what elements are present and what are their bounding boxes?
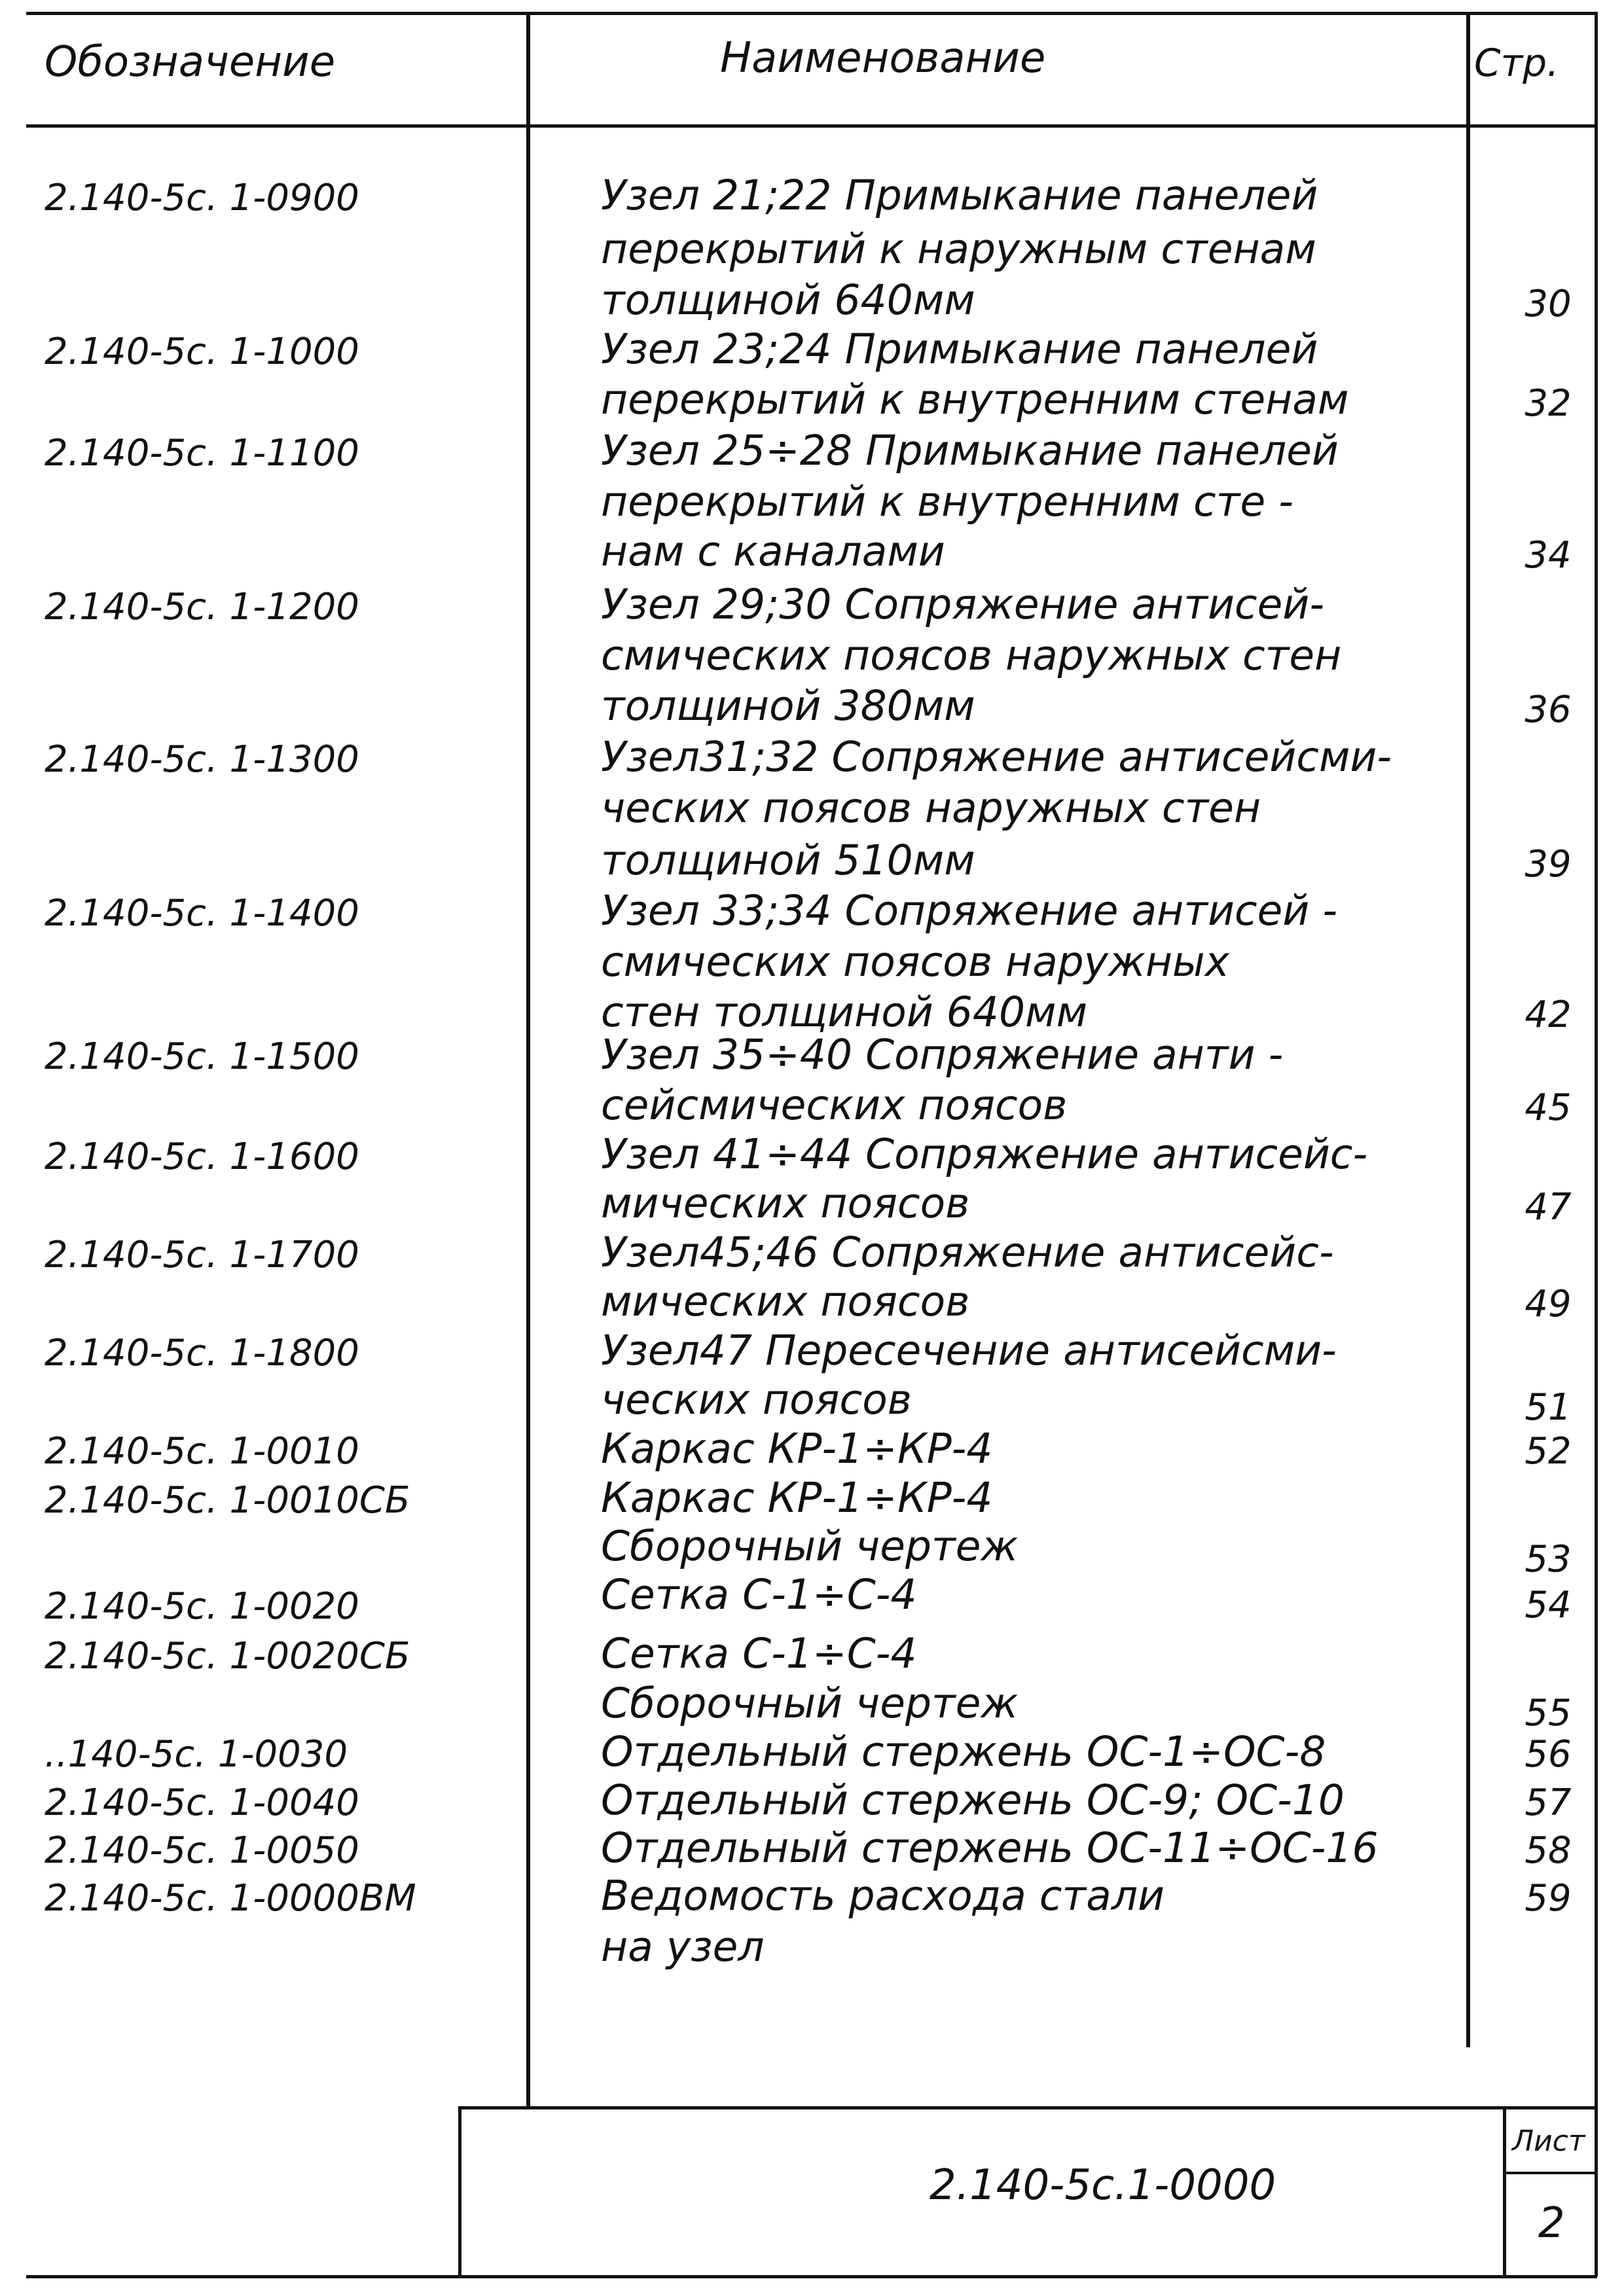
row-page: 36: [1525, 689, 1572, 731]
row-name-line: Узел 21;22 Примыкание панелей: [601, 171, 1318, 219]
row-name-line: смических поясов наружных стен: [601, 632, 1342, 679]
row-name-line: Каркас КР-1÷КР-4: [601, 1474, 993, 1522]
row-name-line: Узел 25÷28 Примыкание панелей: [601, 427, 1339, 475]
row-page: 49: [1525, 1283, 1572, 1325]
row-name-line: мических поясов: [601, 1179, 970, 1227]
row-name-line: Узел45;46 Сопряжение антисейс-: [601, 1229, 1334, 1276]
stamp-document-code: 2.140-5с.1-0000: [929, 2161, 1276, 2210]
row-name-line: Сборочный чертеж: [601, 1522, 1019, 1570]
bottom-border: [26, 2275, 1597, 2278]
row-name-line: Ведомость расхода стали: [601, 1872, 1165, 1920]
row-name-line: толщиной 380мм: [601, 682, 975, 730]
row-code: 2.140-5с. 1-0040: [45, 1782, 359, 1824]
row-page: 42: [1525, 994, 1572, 1036]
row-code: 2.140-5с. 1-0020: [45, 1585, 359, 1628]
row-code: 2.140-5с. 1-0020СБ: [45, 1635, 410, 1677]
row-code: 2.140-5с. 1-0010СБ: [45, 1479, 410, 1522]
row-page: 51: [1525, 1386, 1572, 1429]
row-name-line: Сетка С-1÷С-4: [601, 1630, 917, 1677]
row-code: 2.140-5с. 1-1700: [45, 1234, 359, 1276]
row-name-line: на узел: [601, 1923, 765, 1971]
row-name-line: смических поясов наружных: [601, 938, 1230, 986]
column-divider-name-page: [1466, 12, 1470, 2047]
row-page: 58: [1525, 1829, 1572, 1872]
stamp-sheet-label-divider: [1503, 2172, 1597, 2174]
row-code: 2.140-5с. 1-1600: [45, 1136, 359, 1178]
row-name-line: стен толщиной 640мм: [601, 988, 1088, 1036]
row-page: 34: [1525, 534, 1572, 577]
row-page: 47: [1525, 1186, 1572, 1229]
row-code: 2.140-5с. 1-1200: [45, 586, 359, 628]
row-name-line: перекрытий к наружным стенам: [601, 225, 1316, 273]
row-code: 2.140-5с. 1-0000ВМ: [45, 1877, 416, 1920]
row-name-line: перекрытий к внутренним стенам: [601, 376, 1349, 423]
row-name-line: сейсмических поясов: [601, 1081, 1068, 1129]
row-code: 2.140-5с. 1-0010: [45, 1430, 359, 1473]
header-page: Стр.: [1474, 41, 1559, 85]
row-code: 2.140-5с. 1-0050: [45, 1829, 359, 1872]
row-name-line: Узел 33;34 Сопряжение антисей -: [601, 887, 1338, 935]
row-name-line: Каркас КР-1÷КР-4: [601, 1425, 993, 1473]
row-name-line: Узел 23;24 Примыкание панелей: [601, 325, 1318, 373]
row-code: 2.140-5с. 1-1000: [45, 331, 359, 373]
row-name-line: Отдельный стержень ОС-11÷ОС-16: [601, 1824, 1379, 1872]
row-name-line: толщиной 640мм: [601, 276, 975, 324]
row-page: 57: [1525, 1782, 1572, 1824]
row-name-line: ческих поясов наружных стен: [601, 784, 1261, 832]
row-name-line: Узел47 Пересечение антисейсми-: [601, 1327, 1337, 1374]
row-page: 52: [1525, 1430, 1572, 1473]
row-page: 45: [1525, 1086, 1572, 1129]
stamp-sheet-divider: [1503, 2106, 1506, 2276]
row-name-line: ческих поясов: [601, 1376, 912, 1424]
header-bottom-border: [26, 124, 1597, 128]
row-name-line: нам с каналами: [601, 528, 945, 575]
row-code: ..140-5с. 1-0030: [45, 1733, 348, 1776]
row-name-line: Отдельный стержень ОС-9; ОС-10: [601, 1776, 1344, 1824]
row-page: 32: [1525, 382, 1572, 425]
row-code: 2.140-5с. 1-1500: [45, 1035, 359, 1078]
row-name-line: Сетка С-1÷С-4: [601, 1571, 917, 1619]
row-code: 2.140-5с. 1-0900: [45, 177, 359, 219]
row-page: 53: [1525, 1538, 1572, 1581]
column-divider-code-name: [526, 12, 530, 2106]
row-page: 39: [1525, 843, 1572, 886]
row-name-line: Узел 29;30 Сопряжение антисей-: [601, 581, 1325, 628]
header-designation: Обозначение: [45, 38, 336, 86]
row-code: 2.140-5с. 1-1100: [45, 432, 359, 475]
header-name: Наименование: [720, 34, 1046, 82]
row-code: 2.140-5с. 1-1400: [45, 892, 359, 935]
row-name-line: Узел 41÷44 Сопряжение антисейс-: [601, 1130, 1368, 1178]
row-name-line: толщиной 510мм: [601, 836, 975, 884]
row-name-line: Отдельный стержень ОС-1÷ОС-8: [601, 1728, 1326, 1776]
stamp-left-border: [458, 2106, 461, 2276]
row-name-line: Сборочный чертеж: [601, 1679, 1019, 1727]
row-name-line: Узел 35÷40 Сопряжение анти -: [601, 1031, 1284, 1079]
row-code: 2.140-5с. 1-1800: [45, 1332, 359, 1374]
stamp-sheet-label: Лист: [1512, 2125, 1585, 2158]
right-border: [1595, 12, 1598, 2276]
row-page: 59: [1525, 1877, 1572, 1920]
row-name-line: Узел31;32 Сопряжение антисейсми-: [601, 733, 1392, 781]
stamp-top-border: [458, 2106, 1597, 2109]
row-name-line: перекрытий к внутренним сте -: [601, 478, 1293, 526]
row-page: 30: [1525, 283, 1572, 325]
row-page: 56: [1525, 1733, 1572, 1776]
stamp-sheet-number: 2: [1538, 2199, 1565, 2248]
row-page: 55: [1525, 1692, 1572, 1734]
top-border: [26, 12, 1597, 15]
row-code: 2.140-5с. 1-1300: [45, 738, 359, 781]
row-name-line: мических поясов: [601, 1278, 970, 1325]
row-page: 54: [1525, 1584, 1572, 1626]
